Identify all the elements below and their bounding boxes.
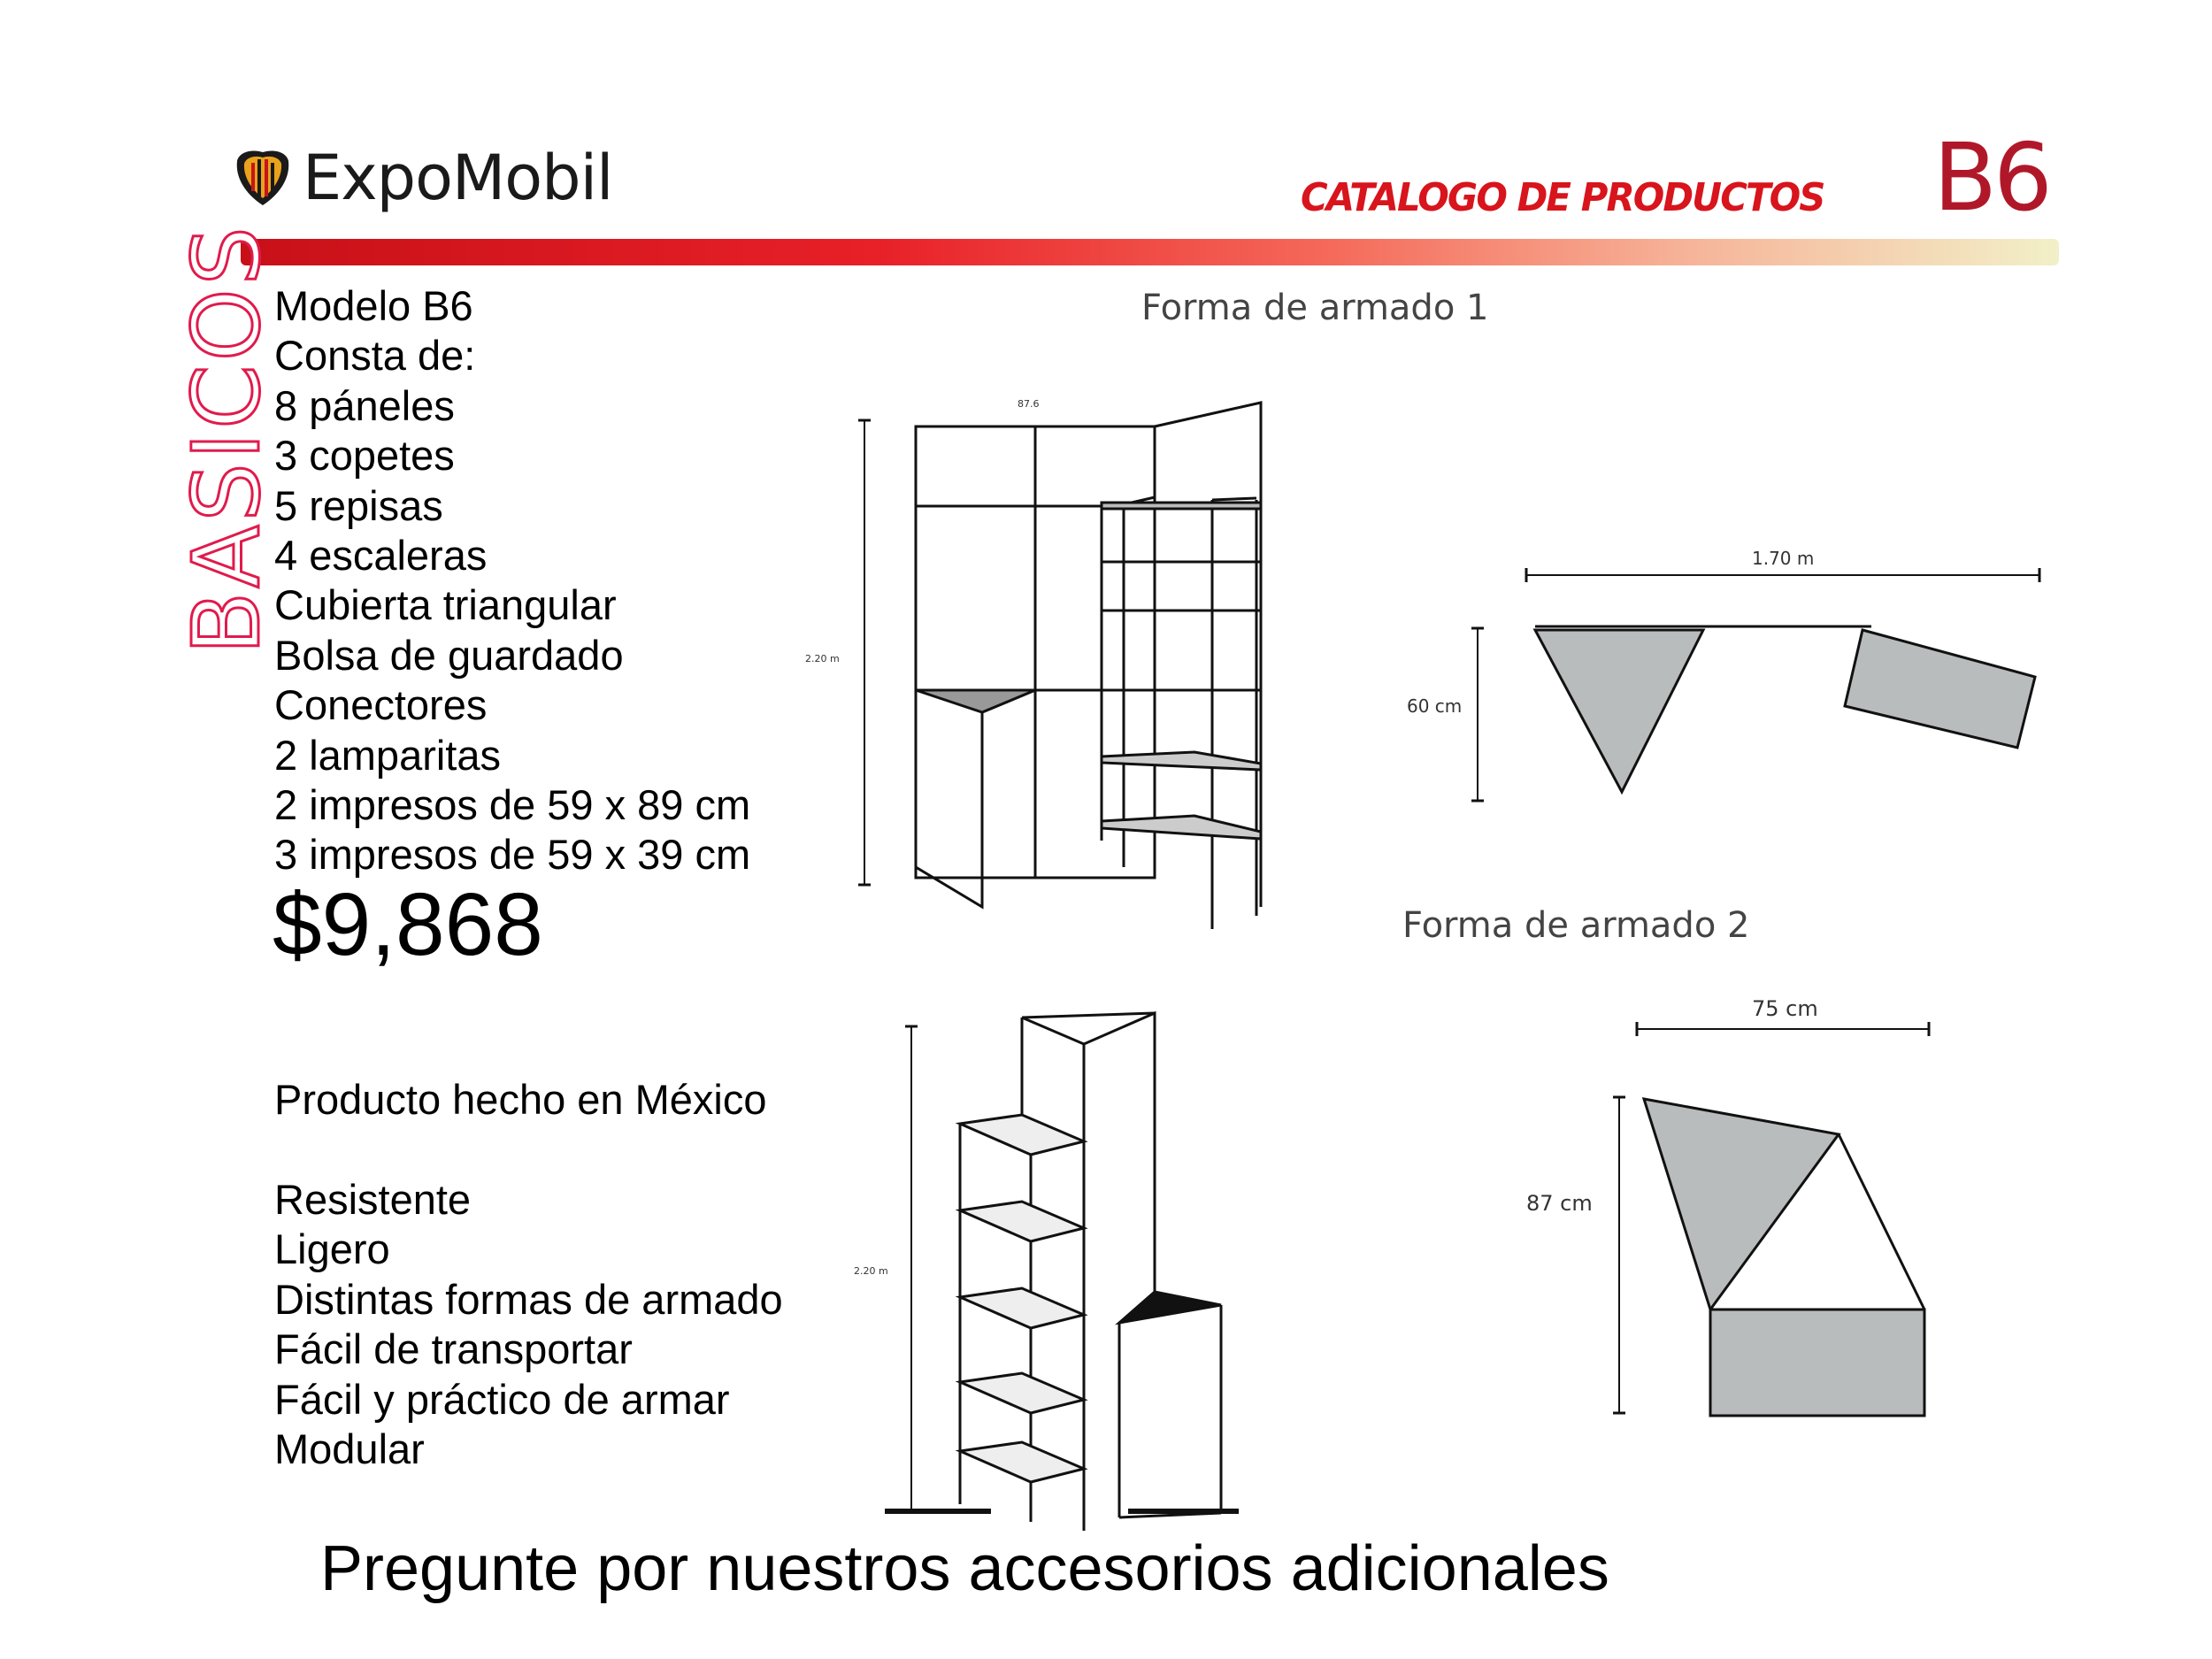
feature-item: Fácil de transportar (274, 1325, 633, 1373)
feature-item: Modular (274, 1425, 425, 1473)
feature-item: Resistente (274, 1176, 472, 1223)
spec-line: 2 impresos de 59 x 89 cm (274, 781, 751, 829)
brand-logo (232, 142, 612, 214)
diagram-2-height-label: 2.20 m (854, 1265, 888, 1277)
feature-item: Ligero (274, 1225, 390, 1273)
diagram-1-plan-depth-label: 60 cm (1407, 695, 1463, 717)
feature-item: Fácil y práctico de armar (274, 1375, 730, 1423)
spec-line: Conectores (274, 681, 488, 729)
feature-item: Distintas formas de armado (274, 1275, 783, 1323)
diagram-1-caption: Forma de armado 1 (1141, 288, 1489, 328)
spec-line: 5 repisas (274, 481, 443, 529)
made-in-label: Producto hecho en México (274, 1076, 767, 1123)
brand-name: ExpoMobil (303, 142, 613, 214)
model-code: B6 (1933, 124, 2049, 232)
diagram-1-top-label: 87.6 (1018, 398, 1040, 410)
spec-line: Consta de: (274, 332, 476, 380)
diagram-2-plan (1504, 982, 1947, 1425)
diagram-1-plan-width-label: 1.70 m (1752, 549, 1815, 569)
features-list (274, 1175, 783, 1474)
footer-note: Pregunte por nuestros accesorios adicionales (320, 1533, 1609, 1604)
category-label: BASICOS (173, 223, 280, 655)
spec-line: 8 páneles (274, 381, 455, 429)
spec-line: 2 lamparitas (274, 731, 501, 779)
spec-line: Bolsa de guardado (274, 631, 624, 679)
shield-logo-icon (232, 147, 294, 209)
diagram-1-plan (1398, 549, 2053, 814)
specs-list (274, 281, 750, 880)
spec-line: Modelo B6 (274, 282, 473, 329)
diagram-1-elevation (796, 380, 1292, 947)
header-gradient-bar (241, 239, 2059, 265)
diagram-1-height-label: 2.20 m (805, 653, 840, 664)
diagram-2-elevation (849, 1000, 1256, 1540)
diagram-2-plan-width-label: 75 cm (1752, 996, 1818, 1021)
spec-line: 3 impresos de 59 x 39 cm (274, 831, 751, 879)
spec-line: Cubierta triangular (274, 581, 617, 629)
spec-line: 3 copetes (274, 432, 455, 480)
catalog-title: CATALOGO DE PRODUCTOS (1301, 175, 1824, 220)
diagram-2-plan-depth-label: 87 cm (1526, 1191, 1593, 1216)
diagram-2-caption: Forma de armado 2 (1402, 905, 1750, 946)
spec-line: 4 escaleras (274, 532, 488, 580)
price: $9,868 (273, 875, 543, 974)
